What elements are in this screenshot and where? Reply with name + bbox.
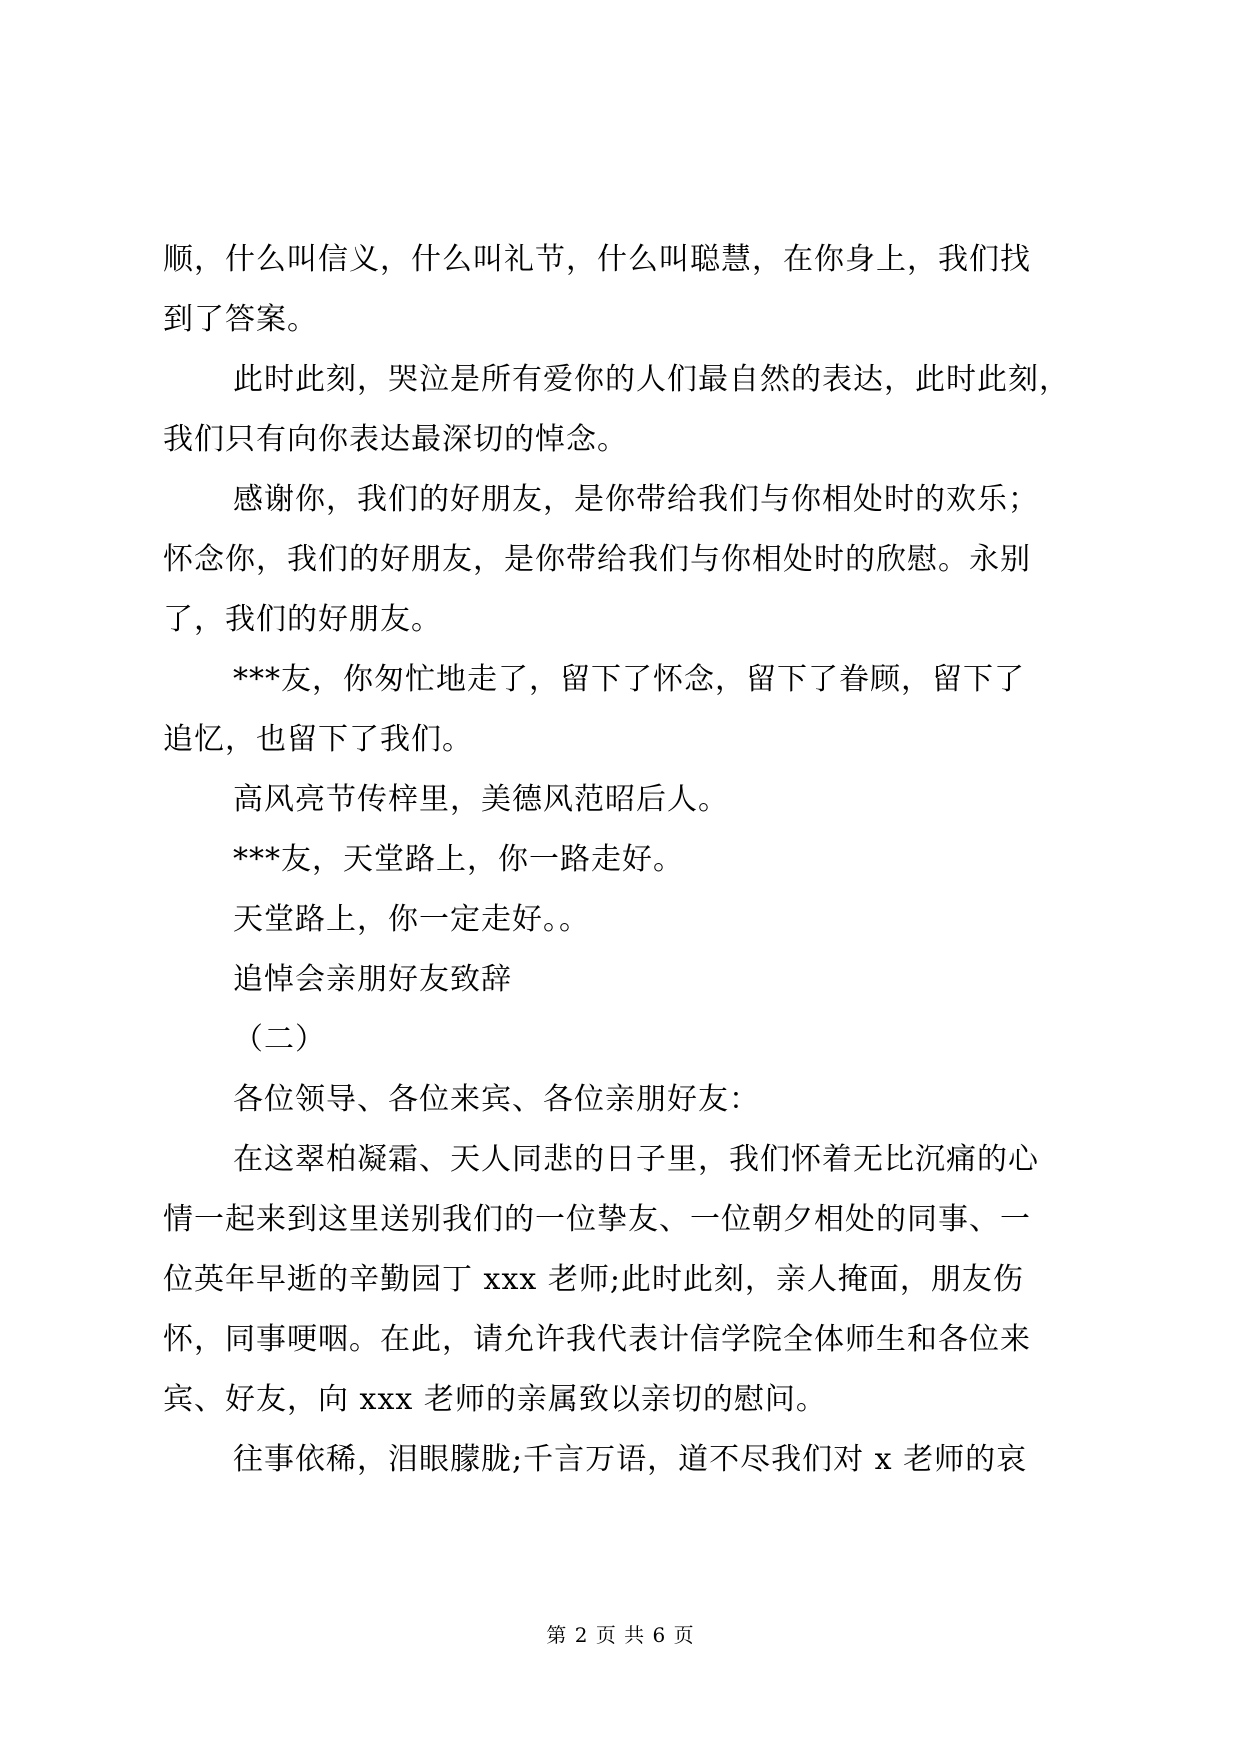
body-line: 宾、好友，向 xxx 老师的亲属致以亲切的慰问。 — [163, 1382, 827, 1417]
body-line: 我们只有向你表达最深切的悼念。 — [163, 422, 628, 457]
body-line: 顺，什么叫信义，什么叫礼节，什么叫聪慧，在你身上，我们找 — [163, 242, 1031, 277]
body-line: 此时此刻，哭泣是所有爱你的人们最自然的表达，此时此刻， — [233, 362, 1070, 397]
body-line: 高风亮节传梓里，美德风范昭后人。 — [233, 782, 729, 817]
body-line: ***友，你匆忙地走了，留下了怀念，留下了眷顾，留下了 — [233, 662, 1025, 697]
page-number-footer: 第 2 页 共 6 页 — [546, 1623, 695, 1647]
section-title: 追悼会亲朋好友致辞 — [233, 962, 512, 997]
body-line: 天堂路上，你一定走好。。 — [233, 902, 590, 937]
body-line: 在这翠柏凝霜、天人同悲的日子里，我们怀着无比沉痛的心 — [233, 1142, 1039, 1177]
body-line: 了，我们的好朋友。 — [163, 602, 442, 637]
body-line: 怀念你，我们的好朋友，是你带给我们与你相处时的欣慰。永别 — [163, 542, 1031, 577]
salutation: 各位领导、各位来宾、各位亲朋好友： — [233, 1082, 760, 1117]
body-line: 往事依稀，泪眼朦胧;千言万语，道不尽我们对 x 老师的哀 — [233, 1442, 1028, 1477]
body-line: 情一起来到这里送别我们的一位挚友、一位朝夕相处的同事、一 — [163, 1202, 1031, 1237]
body-line: ***友，天堂路上，你一路走好。 — [233, 842, 684, 877]
body-line: 到了答案。 — [163, 302, 318, 337]
body-line: 感谢你，我们的好朋友，是你带给我们与你相处时的欢乐； — [233, 482, 1039, 517]
document-body — [163, 230, 1083, 1490]
body-line: 位英年早逝的辛勤园丁 xxx 老师;此时此刻，亲人掩面，朋友伤 — [163, 1262, 1024, 1297]
body-line: 追忆，也留下了我们。 — [163, 722, 473, 757]
body-line: 怀，同事哽咽。在此，请允许我代表计信学院全体师生和各位来 — [163, 1322, 1031, 1357]
section-number: （二） — [233, 1022, 326, 1057]
